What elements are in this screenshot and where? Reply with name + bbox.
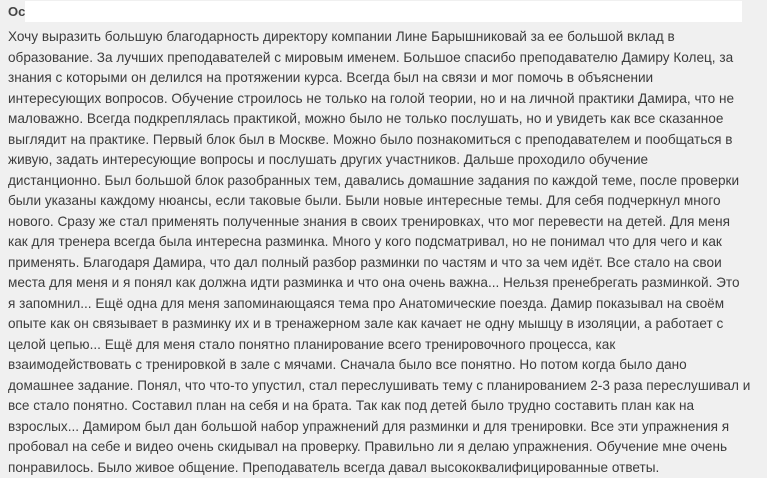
redaction-overlay — [25, 1, 742, 22]
review-heading-row — [0, 0, 767, 26]
review-text: Хочу выразить большую благодарность директору компании Лине Барышниковай за ее большой вклад в образование. За лучших преподавателей с мировым именем. Большое спасибо преподавателю Дамиру Колец, за знания с которыми он делился на протяжении курса. Всегда был на связи и мог помочь в объяснении интересующих вопросов. Обучение строилось не только на голой теории, но и на личной практики Дамира, что не маловажно. Всегда подкреплялась практикой, можно было не только послушать, но и увидеть как все сказанное выглядит на практике. Первый блок был в Москве. Можно было познакомиться с преподавателем и пообщаться в живую, задать интересующие вопросы и послушать других участников. Дальше проходило обучение дистанционно. Был большой блок разобранных тем, давались домашние задания по каждой теме, после проверки были указаны каждому нюансы, если таковые были. Были новые интересные темы. Для себя подчеркнул много нового. Сразу же стал применять полученные знания в своих тренировках, что мог перевести на детей. Для меня как для тренера всегда была интересна разминка. Много у кого подсматривал, но не понимал что для чего и как применять. Благодаря Дамира, что дал полный разбор разминки по частям и что за чем идёт. Все стало на свои места для меня и я понял как должна идти разминка и что она очень важна... Нельзя пренебрегать разминкой. Это я запомнил... Ещё одна для меня запоминающаяся тема про Анатомические поезда. Дамир показывал на своём опыте как он связывает в разминку их и в тренажерном зале как качает не одну мышцу в изоляции, а работает с целой цепью... Ещё для меня стало понятно планирование всего тренировочного процесса, как взаимодействовать с тренировкой в зале с мячами. Сначала было все понятно. Но потом когда было дано домашнее задание. Понял, что что-то упустил, стал переслушивать тему с планированием 2-3 раза переслушивал и все стало понятно. Составил план на себя и на брата. Так как под детей было трудно составить план как на взрослых... Дамиром был дан большой набор упражнений для разминки и для тренировки. Все эти упражнения я пробовал на себе и видео очень скидывал на проверку. Правильно ли я делаю упражнения. Обучение мне очень понравилось. Было живое общение. Преподаватель всегда давал высококвалифицированные ответы. — [8, 29, 751, 475]
review-heading: Ос — [8, 4, 26, 19]
